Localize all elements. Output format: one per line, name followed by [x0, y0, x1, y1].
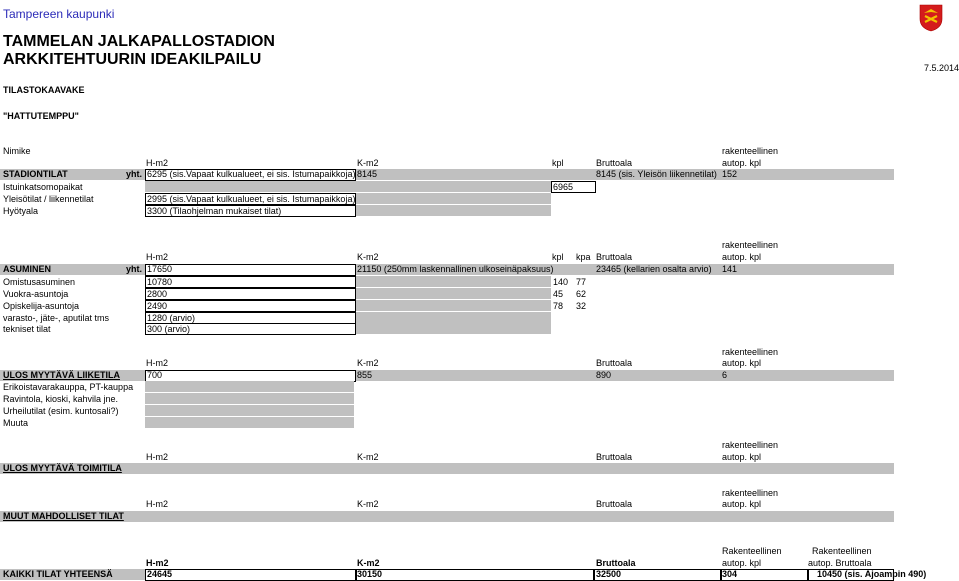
stadion-row-label: Istuinkatsomopaikat — [3, 182, 83, 192]
liiketila-row-label: Ravintola, kioski, kahvila jne. — [3, 394, 119, 404]
stadion-row-grey — [145, 181, 551, 192]
stadion-row-grey — [356, 193, 551, 204]
liiketila-total-bar — [0, 370, 894, 381]
col-rakenteellinen: rakenteellinen — [722, 440, 779, 450]
col-autop: autop. kpl — [722, 499, 762, 509]
asuminen-row-grey — [356, 276, 551, 287]
asuminen-row-grey — [356, 312, 551, 323]
stadion-row-label: Yleisötilat / liikennetilat — [3, 194, 94, 204]
toimitila-total-bar — [0, 463, 894, 474]
liiketila-row-grey — [145, 417, 354, 428]
stadion-row-kpl: 6965 — [553, 182, 574, 192]
asuminen-row-kpa: 62 — [576, 289, 587, 299]
col-km2: K-m2 — [357, 158, 379, 168]
asuminen-row-hm2: 2490 — [147, 301, 168, 311]
asuminen-hm2-cell[interactable] — [145, 264, 356, 276]
liiketila-row-label: Urheilutilat (esim. kuntosali?) — [3, 406, 119, 416]
stadion-brutto: 8145 (sis. Yleisön liikennetilat) — [596, 169, 717, 179]
col-kpl: kpl — [552, 158, 564, 168]
liiketila-label: ULOS MYYTÄVÄ LIIKETILA — [3, 370, 120, 380]
col-bruttoala: Bruttoala — [596, 499, 633, 509]
muut-label: MUUT MAHDOLLISET TILAT — [3, 511, 124, 521]
col-kpl: kpl — [552, 252, 564, 262]
kaikki-autop: 304 — [722, 569, 738, 579]
col-rakenteellinen: rakenteellinen — [722, 146, 779, 156]
tampere-coat-of-arms-icon — [919, 4, 943, 32]
asuminen-row-kpl: 45 — [553, 289, 564, 299]
toimitila-label: ULOS MYYTÄVÄ TOIMITILA — [3, 463, 122, 473]
col-autop: autop. kpl — [722, 358, 762, 368]
liiketila-row-label: Erikoistavarakauppa, PT-kauppa — [3, 382, 134, 392]
col-rakenteellinen: rakenteellinen — [722, 488, 779, 498]
asuminen-brutto: 23465 (kellarien osalta arvio) — [596, 264, 712, 274]
col-autop-bruttoala: autop. Bruttoala — [808, 558, 872, 568]
asuminen-row-grey — [356, 288, 551, 299]
asuminen-autop: 141 — [722, 264, 738, 274]
liiketila-hm2: 700 — [147, 370, 163, 380]
col-hm2: H-m2 — [146, 158, 168, 168]
asuminen-row-hm2: 1280 (arvio) — [147, 313, 196, 323]
col-rakenteellinen: rakenteellinen — [722, 240, 779, 250]
asuminen-row-hm2: 300 (arvio) — [147, 324, 191, 334]
stadion-autop: 152 — [722, 169, 738, 179]
asuminen-row-kpa: 77 — [576, 277, 587, 287]
liiketila-brutto: 890 — [596, 370, 612, 380]
stadion-yht: yht. — [126, 169, 143, 179]
asuminen-row-label: varasto-, jäte-, aputilat tms — [3, 313, 110, 323]
asuminen-row-kpl: 78 — [553, 301, 564, 311]
asuminen-row-hm2-cell[interactable] — [145, 300, 356, 312]
col-bruttoala: Bruttoala — [596, 452, 633, 462]
city-name: Tampereen kaupunki — [3, 7, 115, 21]
col-autop: autop. kpl — [722, 158, 762, 168]
asuminen-row-kpa: 32 — [576, 301, 587, 311]
asuminen-row-label: Opiskelija-asuntoja — [3, 301, 80, 311]
col-km2: K-m2 — [357, 452, 379, 462]
col-autop: autop. kpl — [722, 452, 762, 462]
col-hm2: H-m2 — [146, 558, 169, 568]
liiketila-autop: 6 — [722, 370, 728, 380]
col-bruttoala: Bruttoala — [596, 558, 636, 568]
kaikki-brutto: 32500 — [596, 569, 622, 579]
kaikki-hm2: 24645 — [147, 569, 173, 579]
stadion-km2: 8145 — [357, 169, 378, 179]
col-km2: K-m2 — [357, 499, 379, 509]
col-hm2: H-m2 — [146, 499, 168, 509]
nimike-label: Nimike — [3, 146, 31, 156]
col-km2: K-m2 — [357, 358, 379, 368]
stadion-row-label: Hyötyala — [3, 206, 39, 216]
stadion-hm2: 6295 (sis.Vapaat kulkualueet, ei sis. Istumapaikkoja) — [147, 169, 356, 179]
asuminen-hm2: 17650 — [147, 264, 173, 274]
kaikki-hm2-cell[interactable] — [145, 569, 356, 581]
col-autop: autop. kpl — [722, 558, 762, 568]
asuminen-row-hm2-cell[interactable] — [145, 288, 356, 300]
asuminen-yht: yht. — [126, 264, 143, 274]
col-hm2: H-m2 — [146, 358, 168, 368]
stadion-row-hm2: 3300 (Tilaohjelman mukaiset tilat) — [147, 206, 282, 216]
date: 7.5.2014 — [924, 63, 959, 73]
kaikki-autopb: 10450 (sis. Ajoampin 490) — [817, 569, 927, 579]
asuminen-row-kpl: 140 — [553, 277, 569, 287]
liiketila-row-label: Muuta — [3, 418, 29, 428]
liiketila-row-grey — [145, 405, 354, 416]
col-kpa: kpa — [576, 252, 591, 262]
stadion-label: STADIONTILAT — [3, 169, 68, 179]
hattutemppu-heading: "HATTUTEMPPU" — [3, 111, 79, 121]
asuminen-row-hm2: 10780 — [147, 277, 173, 287]
asuminen-row-grey — [356, 323, 551, 334]
col-rakenteellinen: rakenteellinen — [722, 347, 779, 357]
col-km2: K-m2 — [357, 558, 380, 568]
asuminen-row-label: Omistusasuminen — [3, 277, 76, 287]
col-hm2: H-m2 — [146, 452, 168, 462]
kaikki-km2-cell[interactable] — [356, 569, 594, 581]
liiketila-row-grey — [145, 381, 354, 392]
kaikki-km2: 30150 — [357, 569, 383, 579]
muut-total-bar — [0, 511, 894, 522]
asuminen-km2: 21150 (250mm laskennallinen ulkoseinäpaksuus) — [357, 264, 554, 274]
col-bruttoala: Bruttoala — [596, 358, 633, 368]
col-bruttoala: Bruttoala — [596, 252, 633, 262]
stadion-row-grey — [356, 205, 551, 216]
kaikki-label: KAIKKI TILAT YHTEENSÄ — [3, 569, 113, 579]
col-hm2: H-m2 — [146, 252, 168, 262]
page-title-line2: ARKKITEHTUURIN IDEAKILPAILU — [3, 51, 262, 68]
asuminen-row-grey — [356, 300, 551, 311]
stadion-row-hm2: 2995 (sis.Vapaat kulkualueet, ei sis. Istumapaikkoja) — [147, 194, 356, 204]
asuminen-label: ASUMINEN — [3, 264, 52, 274]
col-rakenteellinen-a: Rakenteellinen — [722, 546, 782, 556]
liiketila-row-grey — [145, 393, 354, 404]
liiketila-km2: 855 — [357, 370, 373, 380]
asuminen-row-label: Vuokra-asuntoja — [3, 289, 69, 299]
col-rakenteellinen-b: Rakenteellinen — [812, 546, 872, 556]
col-autop: autop. kpl — [722, 252, 762, 262]
asuminen-row-hm2: 2800 — [147, 289, 168, 299]
col-km2: K-m2 — [357, 252, 379, 262]
asuminen-row-hm2-cell[interactable] — [145, 276, 356, 288]
tilastokaavake-heading: TILASTOKAAVAKE — [3, 85, 85, 95]
asuminen-row-label: tekniset tilat — [3, 324, 51, 334]
page-title-line1: TAMMELAN JALKAPALLOSTADION — [3, 33, 275, 50]
col-bruttoala: Bruttoala — [596, 158, 633, 168]
